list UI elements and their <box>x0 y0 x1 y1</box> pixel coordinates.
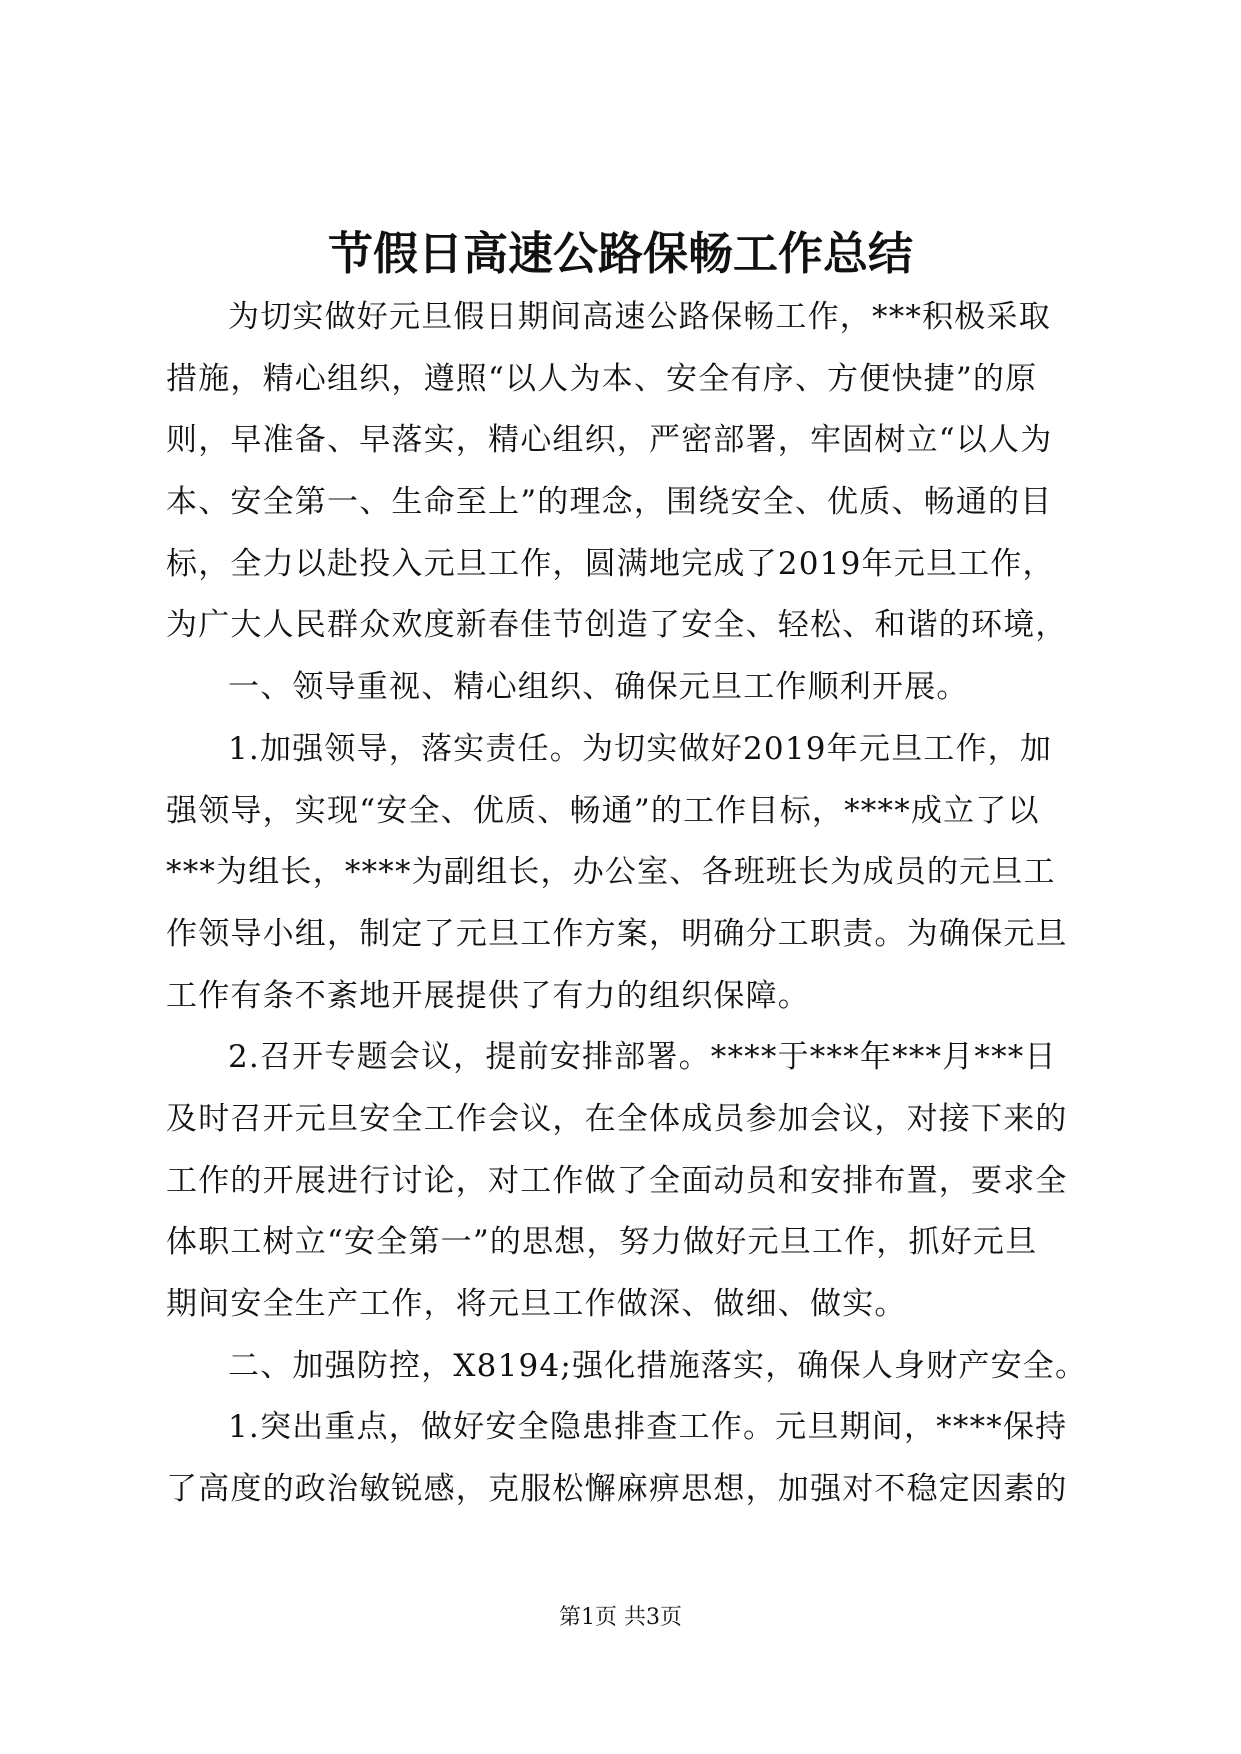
paragraph-line: 1.突出重点，做好安全隐患排查工作。元旦期间，****保持 <box>228 1409 1068 1446</box>
paragraph-line: 工作有条不紊地开展提供了有力的组织保障。 <box>166 977 810 1014</box>
paragraph-line: 1.加强领导，落实责任。为切实做好2019年元旦工作，加 <box>228 730 1053 767</box>
document-title: 节假日高速公路保畅工作总结 <box>327 227 913 280</box>
section-heading-line: 二、加强防控，X8194;强化措施落实，确保人身财产安全。 <box>228 1347 1088 1384</box>
paragraph-line: 2.召开专题会议，提前安排部署。****于***年***月***日 <box>228 1039 1057 1076</box>
paragraph-line: 标，全力以赴投入元旦工作，圆满地完成了2019年元旦工作， <box>166 545 1055 582</box>
paragraph-line: 为广大人民群众欢度新春佳节创造了安全、轻松、和谐的环境， <box>166 607 1068 644</box>
paragraph-line: 期间安全生产工作，将元旦工作做深、做细、做实。 <box>166 1286 907 1322</box>
paragraph-line: 及时召开元旦安全工作会议，在全体成员参加会议，对接下来的 <box>166 1100 1068 1137</box>
paragraph-line: ***为组长，****为副组长，办公室、各班班长为成员的元旦工 <box>166 854 1056 891</box>
paragraph-line: 工作的开展进行讨论，对工作做了全面动员和安排布置，要求全 <box>166 1162 1068 1199</box>
paragraph-line: 为切实做好元旦假日期间高速公路保畅工作，***积极采取 <box>228 299 1051 335</box>
paragraph-line: 了高度的政治敏锐感，克服松懈麻痹思想，加强对不稳定因素的 <box>166 1471 1068 1508</box>
paragraph-line: 强领导，实现“安全、优质、畅通”的工作目标，****成立了以 <box>166 792 1040 829</box>
paragraph-line: 本、安全第一、生命至上”的理念，围绕安全、优质、畅通的目 <box>166 484 1053 521</box>
document-body <box>166 287 1086 1521</box>
page-number: 第1页 共3页 <box>559 1605 682 1630</box>
paragraph-line: 则，早准备、早落实，精心组织，严密部署，牢固树立“以人为 <box>166 422 1053 459</box>
paragraph-line: 作领导小组，制定了元旦工作方案，明确分工职责。为确保元旦 <box>166 915 1068 952</box>
paragraph-line: 措施，精心组织，遵照“以人为本、安全有序、方便快捷”的原 <box>166 360 1038 397</box>
section-heading-line: 一、领导重视、精心组织、确保元旦工作顺利开展。 <box>228 669 969 706</box>
paragraph-line: 体职工树立“安全第一”的思想，努力做好元旦工作，抓好元旦 <box>166 1224 1038 1261</box>
